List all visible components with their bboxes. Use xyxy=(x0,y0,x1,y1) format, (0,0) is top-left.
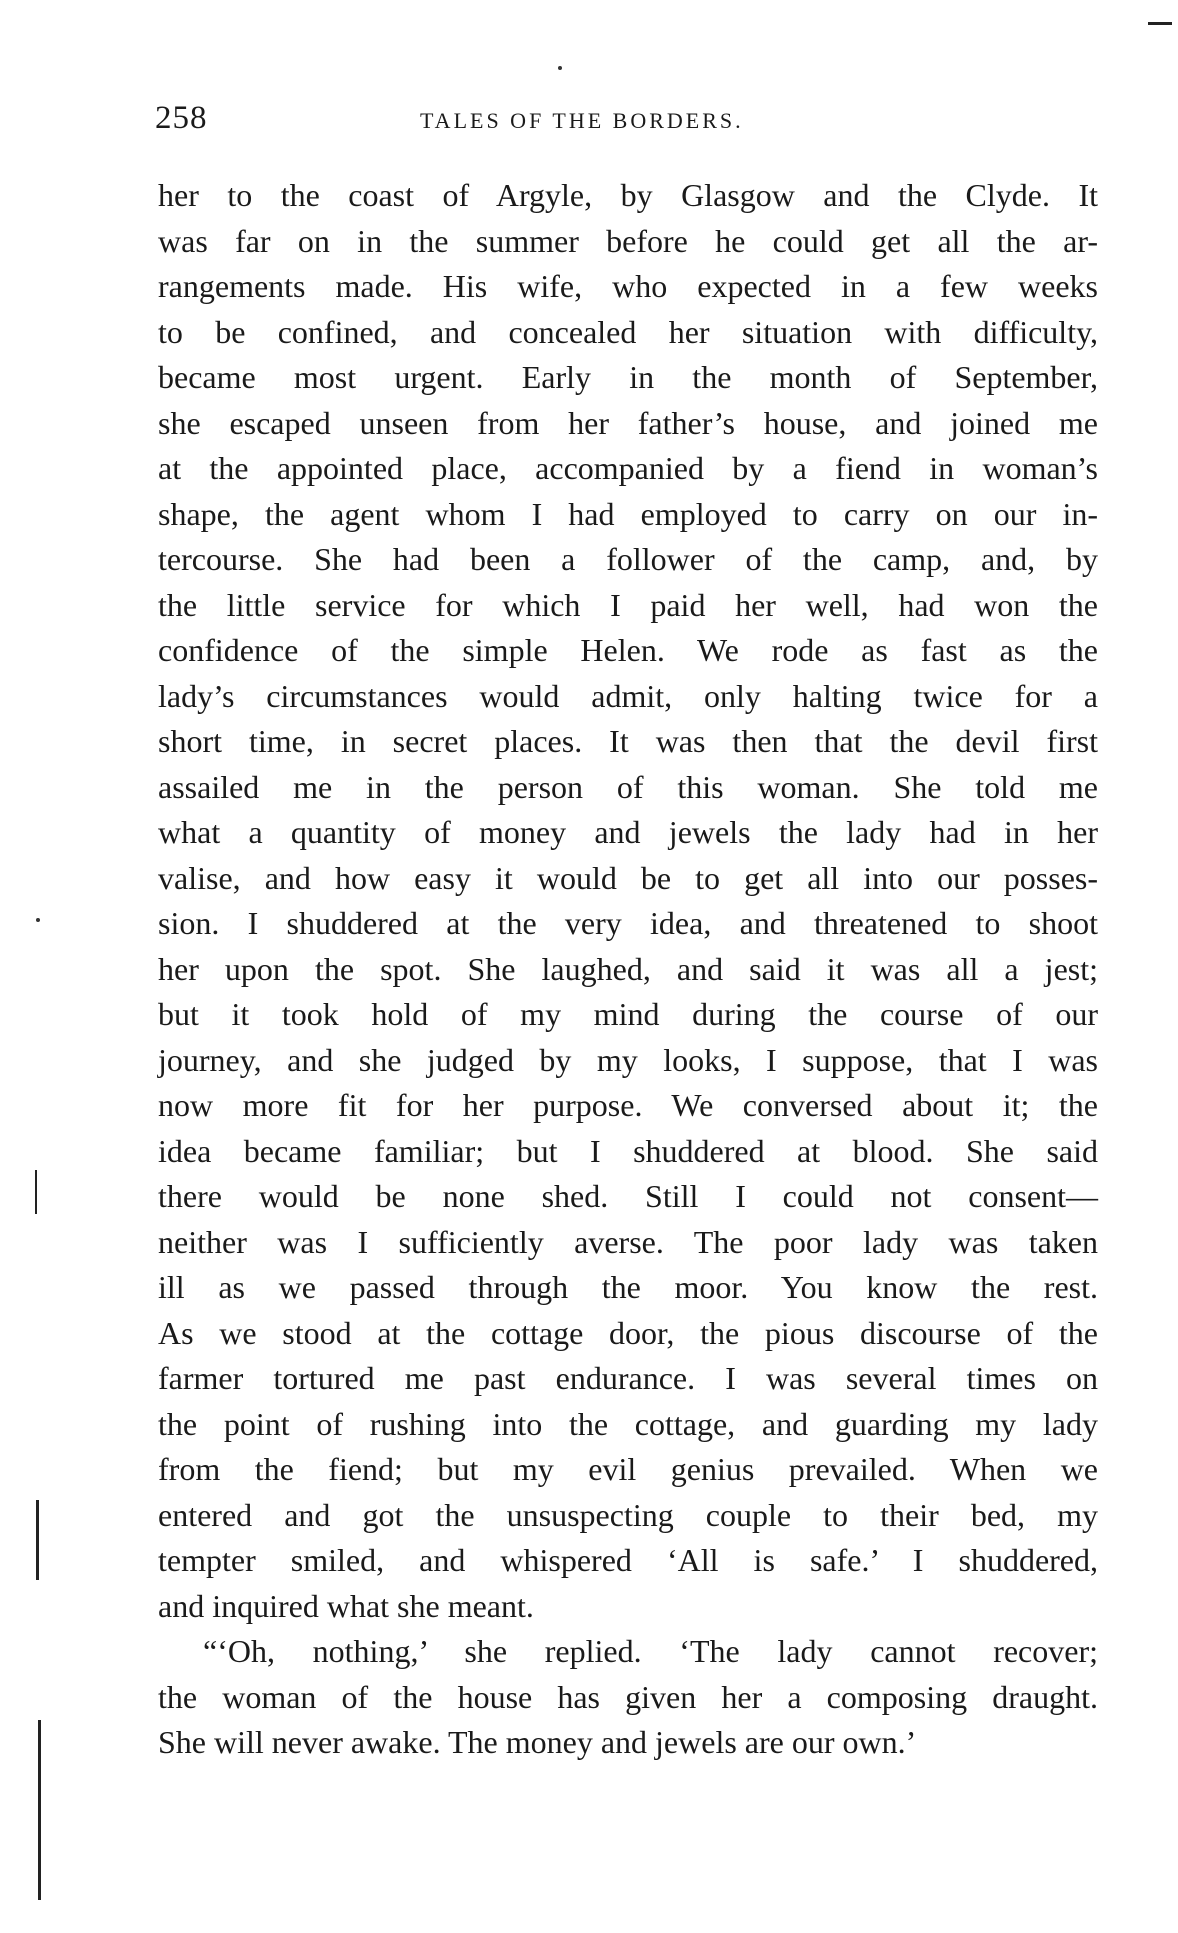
text-line: her to the coast of Argyle, by Glasgow and the Clyde. It xyxy=(158,177,1098,213)
text-line: the little service for which I paid her well, had won the xyxy=(158,586,1098,623)
scan-mark-top-right xyxy=(1148,22,1172,25)
text-line: what a quantity of money and jewels the lady had in her xyxy=(158,814,1098,850)
text-line: lady’s circumstances would admit, only halting twice for a xyxy=(158,677,1098,714)
text-line: now more fit for her purpose. We conversed about it; the xyxy=(158,1087,1098,1123)
text-line: shape, the agent whom I had employed to carry on our in- xyxy=(158,495,1098,532)
page-number: 258 xyxy=(155,100,208,136)
text-line: short time, in secret places. It was then that the devil first xyxy=(158,723,1098,759)
text-line: “‘Oh, nothing,’ she replied. ‘The lady cannot recover; xyxy=(203,1633,1098,1669)
scan-mark-left-1 xyxy=(35,1170,37,1214)
scan-mark-left-2 xyxy=(36,1500,39,1580)
text-line: confidence of the simple Helen. We rode as fast as the xyxy=(158,632,1098,668)
text-line: valise, and how easy it would be to get all into our posses- xyxy=(158,859,1098,896)
text-line: her upon the spot. She laughed, and said it was all a jest; xyxy=(158,950,1098,987)
text-line: she escaped unseen from her father’s house, and joined me xyxy=(158,404,1098,441)
text-line: neither was I sufficiently averse. The poor lady was taken xyxy=(158,1223,1098,1260)
text-line: entered and got the unsuspecting couple to their bed, my xyxy=(158,1496,1098,1533)
text-line: the point of rushing into the cottage, and guarding my lady xyxy=(158,1405,1098,1442)
text-line: to be confined, and concealed her situation with difficulty, xyxy=(158,313,1098,350)
running-head: TALES OF THE BORDERS. xyxy=(420,108,744,133)
text-line: ill as we passed through the moor. You know the rest. xyxy=(158,1269,1098,1305)
text-line: there would be none shed. Still I could not consent— xyxy=(158,1178,1098,1214)
text-line: rangements made. His wife, who expected in a few weeks xyxy=(158,268,1098,304)
text-line: assailed me in the person of this woman. She told me xyxy=(158,768,1098,805)
text-line: journey, and she judged by my looks, I suppose, that I was xyxy=(158,1041,1098,1078)
text-line: became most urgent. Early in the month of September, xyxy=(158,359,1098,395)
text-line: tempter smiled, and whispered ‘All is safe.’ I shuddered, xyxy=(158,1542,1098,1578)
text-line: As we stood at the cottage door, the pious discourse of the xyxy=(158,1314,1098,1351)
text-line: She will never awake. The money and jewels are our own.’ xyxy=(158,1724,917,1760)
scan-dot-left xyxy=(36,918,40,922)
text-line: sion. I shuddered at the very idea, and threatened to shoot xyxy=(158,905,1098,941)
text-line: at the appointed place, accompanied by a fiend in woman’s xyxy=(158,450,1098,486)
scan-dot-top xyxy=(558,66,562,70)
text-line: was far on in the summer before he could get all the ar- xyxy=(158,222,1098,259)
text-line: idea became familiar; but I shuddered at blood. She said xyxy=(158,1132,1098,1169)
body-text xyxy=(158,173,1098,1766)
text-line: the woman of the house has given her a composing draught. xyxy=(158,1678,1098,1715)
text-line: tercourse. She had been a follower of the camp, and, by xyxy=(158,541,1098,577)
page-header xyxy=(155,100,1105,140)
text-line: but it took hold of my mind during the course of our xyxy=(158,996,1098,1032)
text-line: and inquired what she meant. xyxy=(158,1587,534,1624)
text-line: from the fiend; but my evil genius prevailed. When we xyxy=(158,1451,1098,1487)
scan-mark-left-3 xyxy=(38,1720,41,1900)
text-line: farmer tortured me past endurance. I was several times on xyxy=(158,1360,1098,1396)
